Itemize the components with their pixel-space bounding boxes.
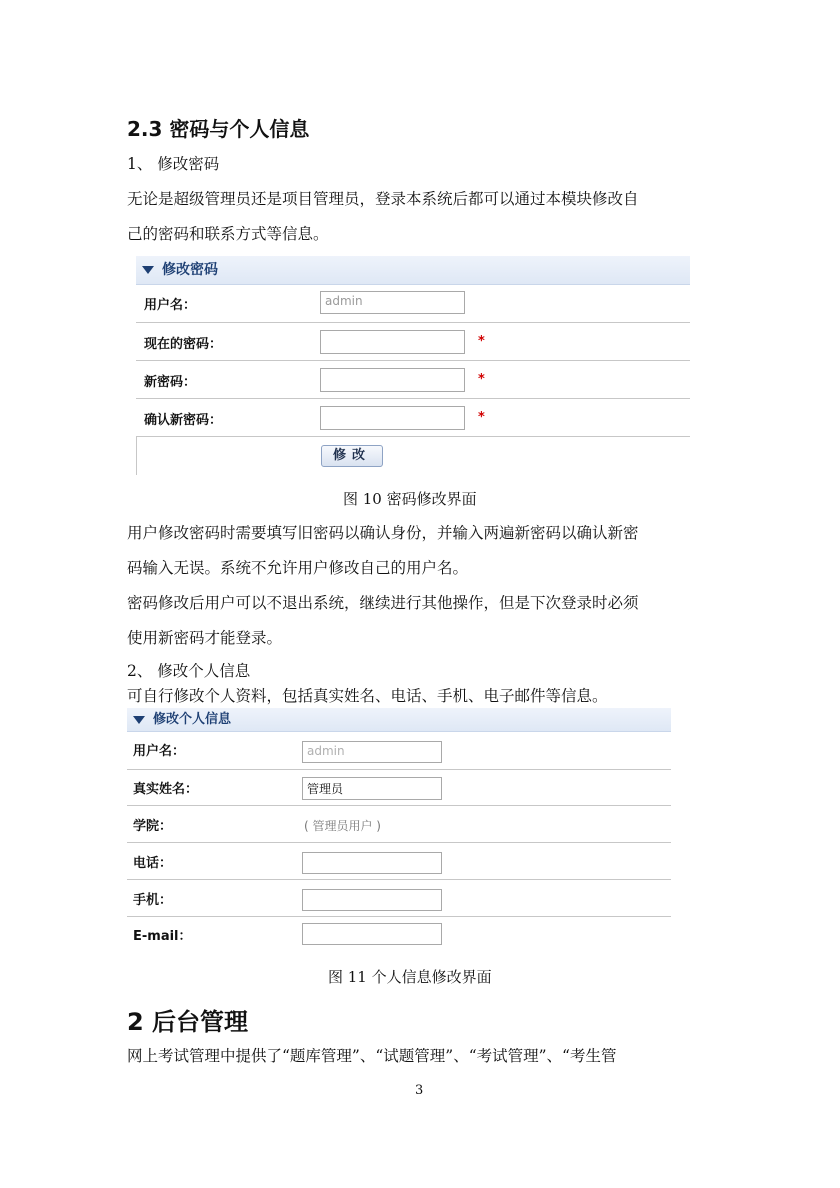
username-label: 用户名：	[144, 298, 197, 313]
paragraph-5: 网上考试管理中提供了“题库管理”、“试题管理”、“考试管理”、“考生管	[127, 1047, 617, 1065]
phone-label: 电话：	[133, 856, 173, 871]
new-password-field[interactable]	[320, 368, 465, 392]
current-password-label: 现在的密码：	[144, 337, 223, 352]
chapter-heading: 2 后台管理	[127, 1008, 249, 1036]
figure-caption-10: 图 10 密码修改界面	[343, 490, 477, 508]
new-password-label: 新密码：	[144, 375, 197, 390]
college-value: ( 管理员用户 )	[304, 819, 381, 833]
profile-row-phone	[127, 843, 671, 880]
profile-username-field: admin	[302, 741, 442, 763]
paragraph-3-line-1: 密码修改后用户可以不退出系统，继续进行其他操作，但是下次登录时必须	[127, 594, 639, 612]
profile-row-email	[127, 917, 671, 948]
paragraph-4: 可自行修改个人资料，包括真实姓名、电话、手机、电子邮件等信息。	[127, 687, 608, 705]
mobile-field[interactable]	[302, 889, 442, 911]
profile-row-mobile	[127, 880, 671, 917]
collapse-triangle-icon[interactable]	[142, 266, 154, 274]
confirm-password-field[interactable]	[320, 406, 465, 430]
change-password-title: 修改密码	[162, 262, 218, 278]
confirm-password-label: 确认新密码：	[144, 413, 223, 428]
section-heading: 2.3 密码与个人信息	[127, 117, 310, 141]
required-mark: *	[478, 334, 485, 349]
paragraph-3-line-2: 使用新密码才能登录。	[127, 629, 283, 647]
form-row-submit	[136, 437, 690, 475]
collapse-triangle-icon[interactable]	[133, 716, 145, 724]
paragraph-2-line-1: 用户修改密码时需要填写旧密码以确认身份，并输入两遍新密码以确认新密	[127, 524, 639, 542]
subheading-change-profile: 2、 修改个人信息	[127, 662, 251, 680]
change-password-header	[136, 256, 690, 285]
page-number: 3	[415, 1083, 424, 1098]
realname-field[interactable]: 管理员	[302, 777, 442, 800]
email-label: E-mail：	[133, 929, 192, 944]
required-mark: *	[478, 410, 485, 425]
username-field: admin	[320, 291, 465, 314]
realname-label: 真实姓名：	[133, 782, 199, 797]
phone-field[interactable]	[302, 852, 442, 874]
profile-row-realname	[127, 770, 671, 806]
form-row-new-password	[136, 361, 690, 399]
change-password-form	[136, 256, 690, 476]
form-row-confirm-password	[136, 399, 690, 437]
college-label: 学院：	[133, 819, 173, 834]
subheading-change-password: 1、 修改密码	[127, 155, 220, 173]
change-profile-header	[127, 708, 671, 732]
paragraph-1-line-1: 无论是超级管理员还是项目管理员，登录本系统后都可以通过本模块修改自	[127, 190, 639, 208]
profile-row-college	[127, 806, 671, 843]
email-field[interactable]	[302, 923, 442, 945]
paragraph-1-line-2: 己的密码和联系方式等信息。	[127, 225, 329, 243]
change-profile-form	[127, 708, 671, 948]
paragraph-2-line-2: 码输入无误。系统不允许用户修改自己的用户名。	[127, 559, 469, 577]
change-profile-title: 修改个人信息	[153, 712, 232, 727]
current-password-field[interactable]	[320, 330, 465, 354]
required-mark: *	[478, 372, 485, 387]
form-row-current-password	[136, 323, 690, 361]
form-row-username	[136, 285, 690, 323]
profile-row-username	[127, 732, 671, 770]
mobile-label: 手机：	[133, 893, 173, 908]
figure-caption-11: 图 11 个人信息修改界面	[328, 968, 492, 986]
profile-username-label: 用户名：	[133, 744, 186, 759]
submit-button[interactable]: 修改	[321, 445, 383, 467]
